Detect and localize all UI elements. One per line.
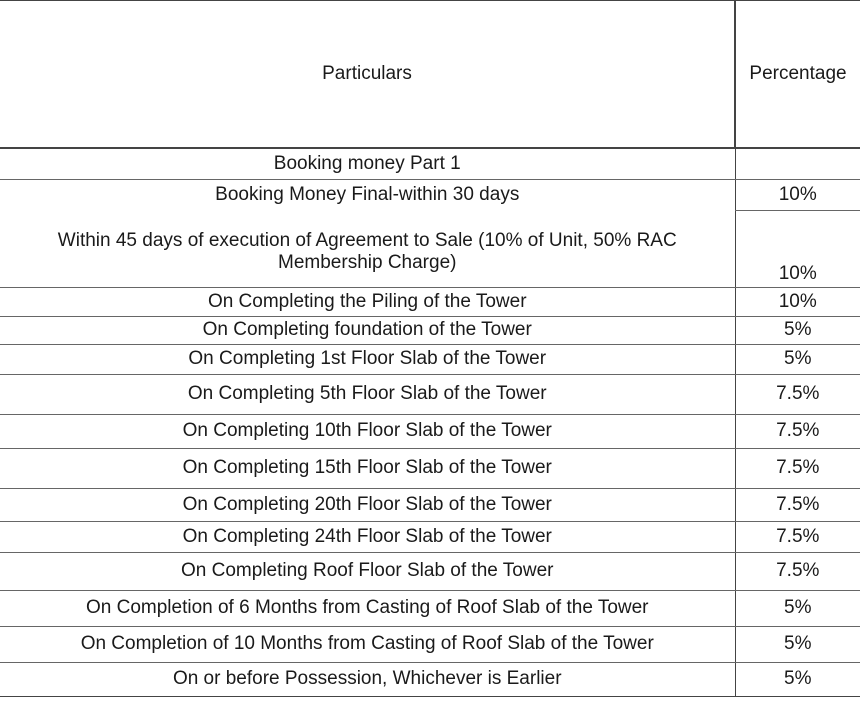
row-percentage bbox=[735, 148, 860, 179]
table-row bbox=[0, 626, 860, 662]
row-particulars: On Completing the Piling of the Tower bbox=[0, 287, 735, 316]
row-percentage: 5% bbox=[735, 590, 860, 626]
table-row bbox=[0, 210, 860, 287]
table-row bbox=[0, 448, 860, 488]
row-percentage: 5% bbox=[735, 626, 860, 662]
row-particulars: On Completing foundation of the Tower bbox=[0, 316, 735, 344]
table-row bbox=[0, 344, 860, 374]
row-percentage: 10% bbox=[735, 210, 860, 287]
table-header-row bbox=[0, 1, 860, 149]
row-particulars: Booking money Part 1 bbox=[0, 148, 735, 179]
row-particulars: Booking Money Final-within 30 days bbox=[215, 183, 520, 205]
row-particulars: On Completing Roof Floor Slab of the Tower bbox=[0, 552, 735, 590]
row-percentage: 7.5% bbox=[735, 552, 860, 590]
row-particulars: On Completion of 6 Months from Casting of Roof Slab of the Tower bbox=[0, 590, 735, 626]
row-percentage: 10% bbox=[735, 179, 860, 210]
table-row bbox=[0, 374, 860, 414]
row-percentage: 7.5% bbox=[735, 448, 860, 488]
row-particulars: Within 45 days of execution of Agreement to Sale (10% of Unit, 50% RAC Membership Charge) bbox=[0, 210, 735, 287]
table-row bbox=[0, 414, 860, 448]
table-row bbox=[0, 148, 860, 179]
row-particulars: On Completing 5th Floor Slab of the Tower bbox=[0, 374, 735, 414]
header-percentage: Percentage bbox=[735, 1, 860, 149]
table-row bbox=[0, 521, 860, 552]
row-percentage: 7.5% bbox=[735, 521, 860, 552]
row-percentage: 10% bbox=[735, 287, 860, 316]
row-particulars: On Completing 10th Floor Slab of the Tower bbox=[0, 414, 735, 448]
row-percentage: 5% bbox=[735, 344, 860, 374]
table-row bbox=[0, 590, 860, 626]
row-percentage: 7.5% bbox=[735, 414, 860, 448]
row-percentage: 5% bbox=[735, 316, 860, 344]
row-percentage: 7.5% bbox=[735, 374, 860, 414]
table-row bbox=[0, 662, 860, 696]
header-particulars: Particulars bbox=[0, 1, 735, 149]
row-percentage: 5% bbox=[735, 662, 860, 696]
table-row bbox=[0, 179, 860, 210]
table-row bbox=[0, 316, 860, 344]
row-particulars: On Completing 1st Floor Slab of the Tower bbox=[0, 344, 735, 374]
row-particulars: On or before Possession, Whichever is Earlier bbox=[0, 662, 735, 696]
row-particulars: On Completion of 10 Months from Casting of Roof Slab of the Tower bbox=[0, 626, 735, 662]
table-row bbox=[0, 287, 860, 316]
row-particulars: On Completing 15th Floor Slab of the Tower bbox=[0, 448, 735, 488]
row-particulars: On Completing 20th Floor Slab of the Tower bbox=[0, 488, 735, 521]
table-row bbox=[0, 488, 860, 521]
row-percentage: 7.5% bbox=[735, 488, 860, 521]
row-particulars: On Completing 24th Floor Slab of the Tower bbox=[0, 521, 735, 552]
table-row bbox=[0, 552, 860, 590]
